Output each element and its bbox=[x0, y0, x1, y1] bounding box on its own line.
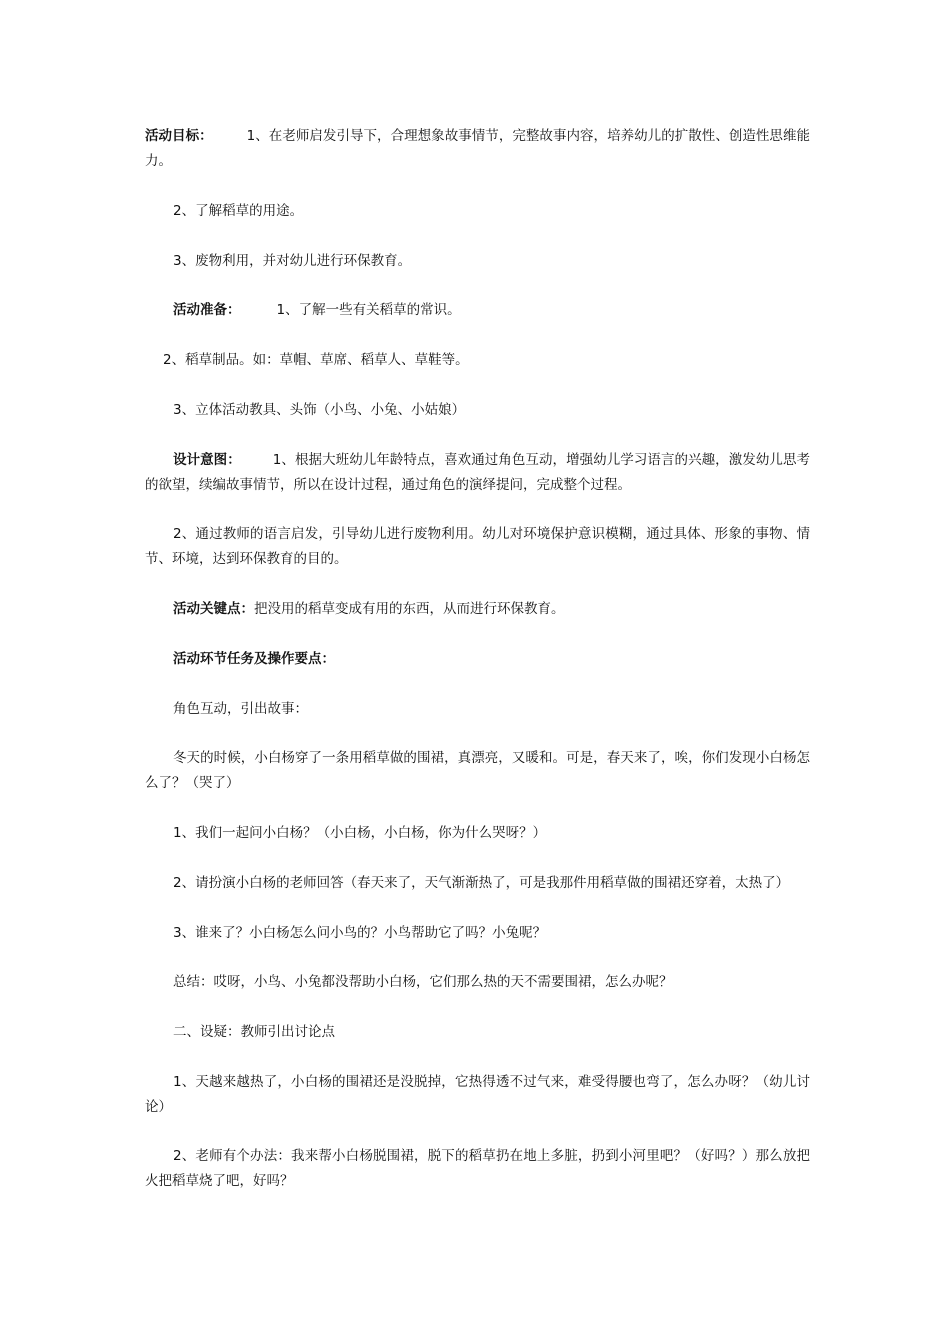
prep-item-2: 2、稻草制品。如：草帽、草席、稻草人、草鞋等。 bbox=[163, 352, 469, 368]
prep-item-3-paragraph bbox=[145, 398, 810, 423]
story-text: 冬天的时候，小白杨穿了一条用稻草做的围裙，真漂亮，又暖和。可是，春天来了，唉，你们发现小白杨怎么了？（哭了） bbox=[145, 750, 810, 791]
section-2-paragraph bbox=[145, 1020, 810, 1045]
story-paragraph bbox=[145, 746, 810, 796]
prep-item-3: 3、立体活动教具、头饰（小鸟、小兔、小姑娘） bbox=[173, 402, 466, 418]
goal-item-3: 3、废物利用，并对幼儿进行环保教育。 bbox=[173, 253, 412, 269]
prep-paragraph bbox=[145, 298, 810, 323]
discussion-1-paragraph bbox=[145, 1070, 810, 1120]
design-item-2-paragraph bbox=[145, 522, 810, 572]
goal-label: 活动目标： bbox=[145, 128, 213, 144]
design-paragraph bbox=[145, 448, 810, 498]
question-2: 2、请扮演小白杨的老师回答（春天来了，天气渐渐热了，可是我那件用稻草做的围裙还穿着，太热了） bbox=[173, 875, 790, 891]
discussion-2-paragraph bbox=[145, 1144, 810, 1194]
key-paragraph bbox=[145, 597, 810, 622]
summary-paragraph bbox=[145, 970, 810, 995]
section-2-heading: 二、设疑：教师引出讨论点 bbox=[173, 1024, 335, 1040]
prep-label: 活动准备： bbox=[173, 302, 241, 318]
prep-item-1: 1、了解一些有关稻草的常识。 bbox=[276, 302, 461, 318]
steps-heading-paragraph bbox=[145, 647, 810, 672]
design-item-2: 2、通过教师的语言启发，引导幼儿进行废物利用。幼儿对环境保护意识模糊，通过具体、形象的事物、情节、环境，达到环保教育的目的。 bbox=[145, 526, 810, 567]
discussion-2: 2、老师有个办法：我来帮小白杨脱围裙，脱下的稻草扔在地上多脏，扔到小河里吧？（好吗？）那么放把火把稻草烧了吧，好吗？ bbox=[145, 1148, 810, 1189]
question-1-paragraph bbox=[145, 821, 810, 846]
question-1: 1、我们一起问小白杨？（小白杨，小白杨，你为什么哭呀？） bbox=[173, 825, 547, 841]
summary-text: 总结：哎呀，小鸟、小兔都没帮助小白杨，它们那么热的天不需要围裙，怎么办呢？ bbox=[173, 974, 673, 990]
goal-item-2-paragraph bbox=[145, 199, 810, 224]
key-label: 活动关键点： bbox=[173, 601, 254, 617]
steps-intro-paragraph bbox=[145, 697, 810, 722]
goal-item-2: 2、了解稻草的用途。 bbox=[173, 203, 304, 219]
prep-item-2-paragraph bbox=[145, 348, 810, 373]
goal-paragraph bbox=[145, 124, 810, 174]
discussion-1: 1、天越来越热了，小白杨的围裙还是没脱掉，它热得透不过气来，难受得腰也弯了，怎么办呀？（幼儿讨论） bbox=[145, 1074, 810, 1115]
steps-intro: 角色互动，引出故事： bbox=[173, 701, 308, 717]
design-label: 设计意图： bbox=[173, 452, 241, 468]
goal-item-3-paragraph bbox=[145, 249, 810, 274]
question-2-paragraph bbox=[145, 871, 810, 896]
design-item-1: 1、根据大班幼儿年龄特点，喜欢通过角色互动，增强幼儿学习语言的兴趣，激发幼儿思考的欲望，续编故事情节，所以在设计过程，通过角色的演绎提问，完成整个过程。 bbox=[145, 452, 811, 493]
question-3: 3、谁来了？小白杨怎么问小鸟的？小鸟帮助它了吗？小兔呢？ bbox=[173, 925, 547, 941]
question-3-paragraph bbox=[145, 921, 810, 946]
goal-item-1: 1、在老师启发引导下，合理想象故事情节，完整故事内容，培养幼儿的扩散性、创造性思维能力。 bbox=[145, 128, 810, 169]
key-text: 把没用的稻草变成有用的东西，从而进行环保教育。 bbox=[254, 601, 565, 617]
steps-label: 活动环节任务及操作要点： bbox=[173, 651, 335, 667]
